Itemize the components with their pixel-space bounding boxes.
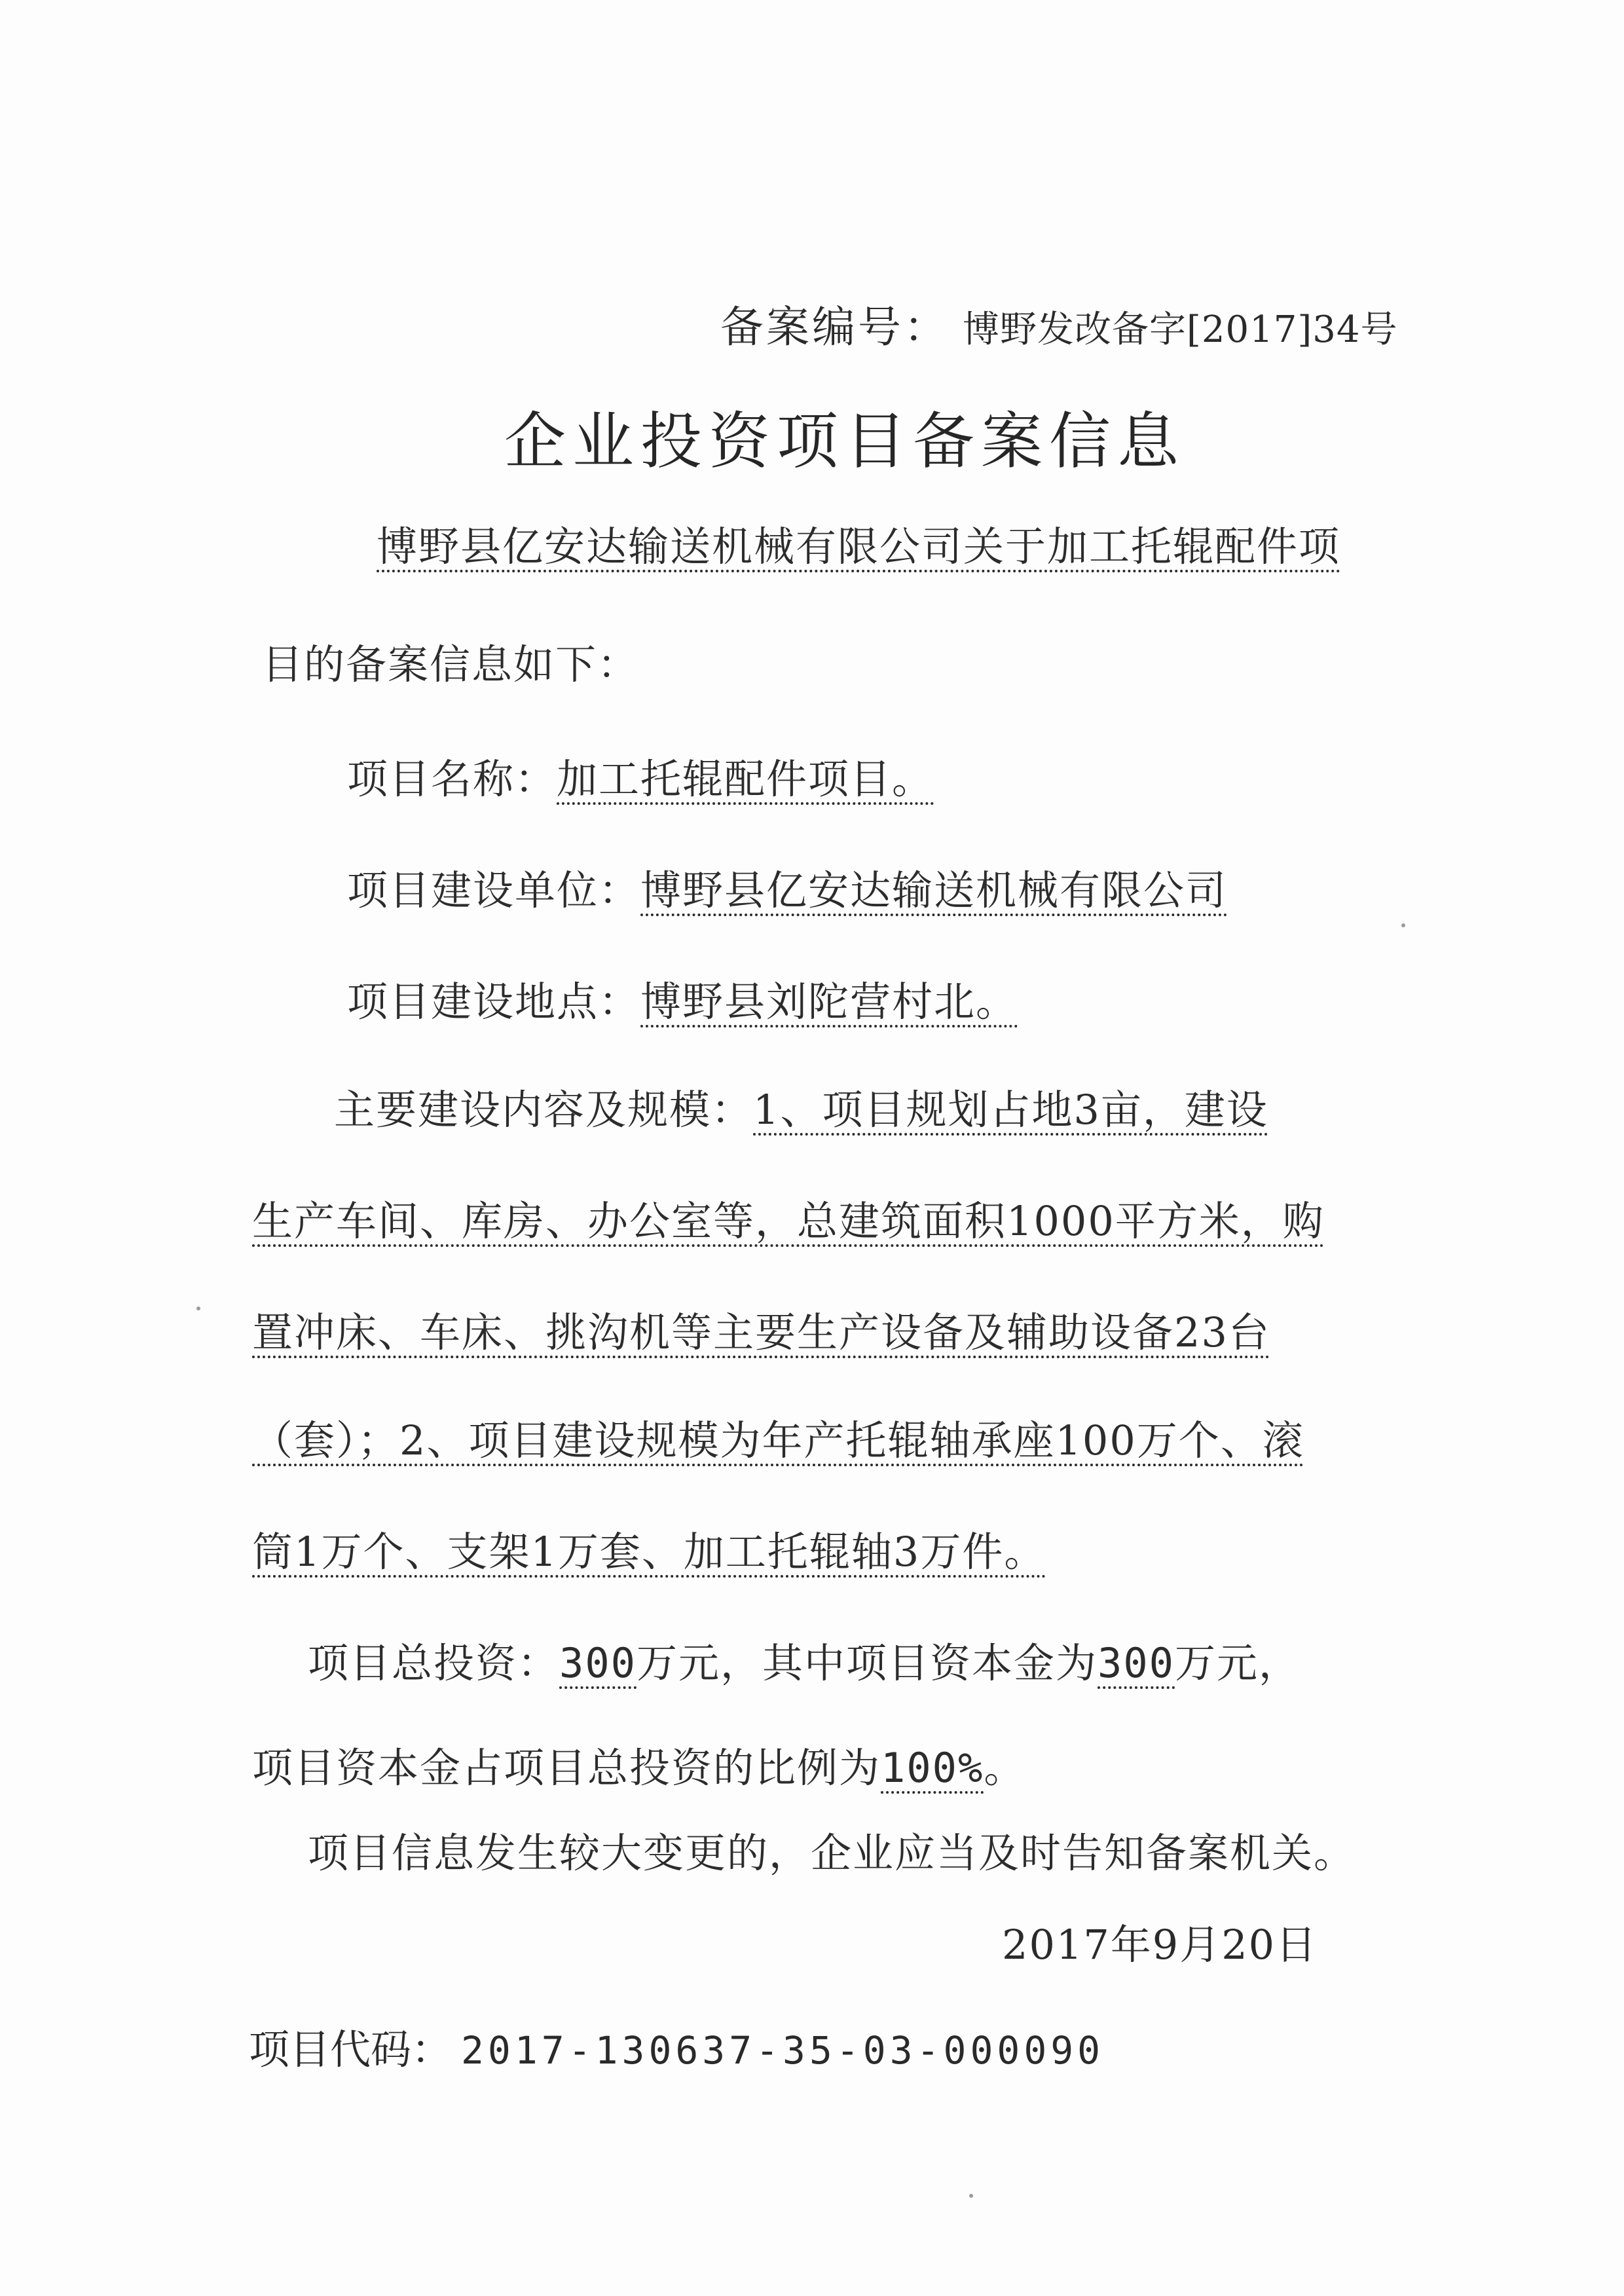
investment-ratio-prefix: 项目资本金占项目总投资的比例为 [252,1744,881,1792]
content-line-3: 置冲床、车床、挑沟机等主要生产设备及辅助设备23台 [252,1308,1270,1356]
content-row-5 [252,1526,1046,1578]
notice-row [308,1827,1356,1879]
intro-line-2 [262,639,639,691]
content-label: 主要建设内容及规模： [334,1086,754,1134]
document-date: 2017年9月20日 [1002,1921,1318,1969]
investment-row-1 [308,1637,1301,1690]
filing-number [720,301,1397,356]
investment-ratio-suffix: 。 [984,1744,1026,1792]
content-row-1 [334,1084,1268,1136]
project-name-value: 加工托辊配件项目。 [557,755,934,803]
investment-row-2 [252,1742,1025,1794]
filing-number-label: 备案编号： [720,302,950,352]
scan-speck [196,1306,200,1310]
content-row-2 [252,1195,1325,1248]
content-row-4 [252,1415,1304,1467]
location-row [347,976,1018,1028]
project-code-value: 2017-130637-35-03-000090 [461,2028,1105,2073]
content-line-2: 生产车间、库房、办公室等，总建筑面积1000平方米，购 [252,1197,1325,1245]
location-label: 项目建设地点： [347,978,641,1026]
intro-text-1: 博野县亿安达输送机械有限公司关于加工托辊配件项 [377,523,1341,570]
project-code-label: 项目代码： [249,2026,452,2073]
intro-line-1 [377,521,1340,573]
project-code [249,2024,1104,2077]
content-row-3 [252,1306,1270,1359]
builder-label: 项目建设单位： [347,866,641,914]
investment-capital: 300 [1098,1639,1175,1687]
scan-speck [969,2194,973,2198]
scan-speck [1401,923,1405,927]
notice-text: 项目信息发生较大变更的，企业应当及时告知备案机关。 [308,1829,1356,1877]
investment-label: 项目总投资： [308,1639,560,1687]
builder-value: 博野县亿安达输送机械有限公司 [640,866,1228,914]
location-value: 博野县刘陀营村北。 [640,978,1018,1026]
intro-text-2: 目的备案信息如下： [262,640,640,688]
project-name-row [347,753,934,805]
content-line-4: （套）；2、项目建设规模为年产托辊轴承座100万个、滚 [252,1416,1304,1464]
investment-unit: 万元， [1175,1639,1301,1687]
investment-total: 300 [559,1639,637,1687]
content-line-5: 筒1万个、支架1万套、加工托辊轴3万件。 [252,1528,1046,1576]
content-line-1: 1、项目规划占地3亩，建设 [753,1086,1268,1134]
builder-row [347,864,1227,917]
investment-ratio: 100% [881,1744,984,1792]
project-name-label: 项目名称： [347,755,557,803]
filing-number-value: 博野发改备字[2017]34号 [963,308,1398,351]
investment-mid: 万元，其中项目资本金为 [637,1639,1098,1687]
document-title: 企业投资项目备案信息 [504,406,1186,477]
